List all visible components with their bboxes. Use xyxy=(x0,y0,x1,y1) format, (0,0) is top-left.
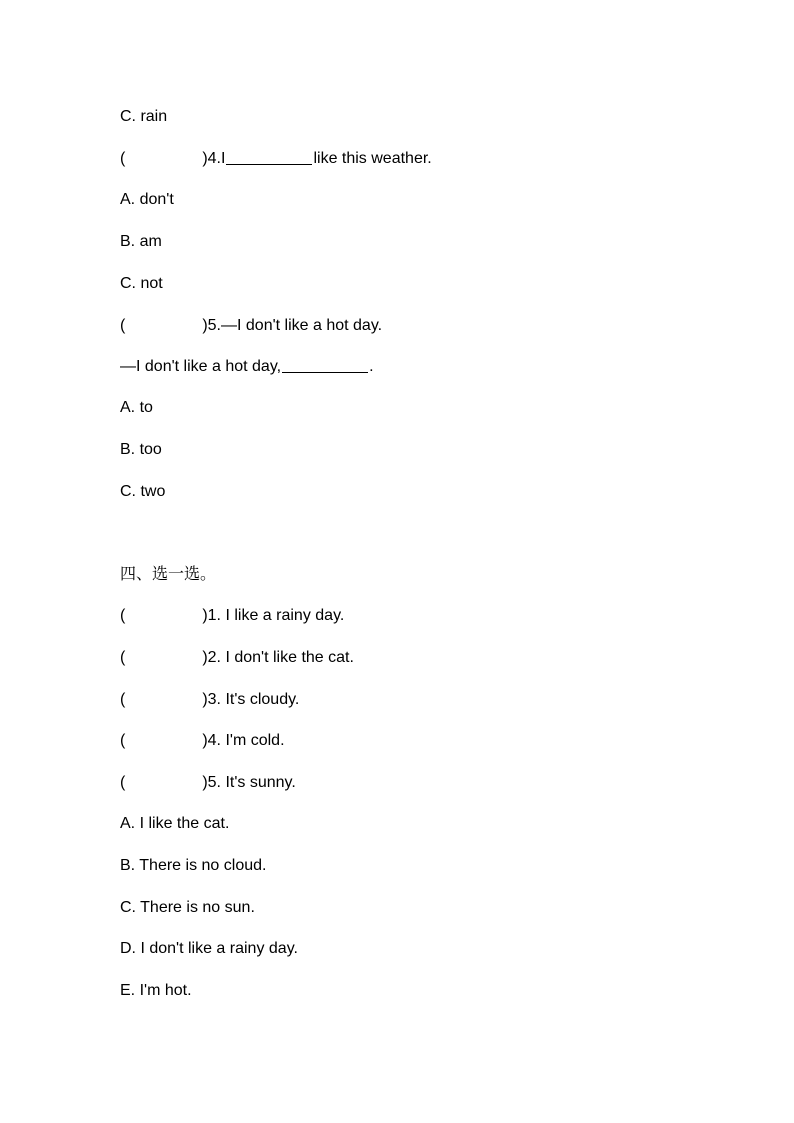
answer-paren-open: ( xyxy=(120,691,126,708)
s4-question-3 xyxy=(120,690,299,710)
question-number: )5. xyxy=(202,774,221,791)
question-text: I don't like the cat. xyxy=(225,649,354,666)
answer-paren-open: ( xyxy=(120,317,126,334)
q5-option-c: C. two xyxy=(120,483,166,500)
s4-answer-c: C. There is no sun. xyxy=(120,899,255,916)
q3-option-c: C. rain xyxy=(120,108,168,125)
answer-paren-open: ( xyxy=(120,732,126,749)
s4-question-4 xyxy=(120,731,285,751)
q5-question xyxy=(120,316,382,336)
question-number: )3. xyxy=(202,691,221,708)
s4-question-1 xyxy=(120,606,344,626)
q5-response xyxy=(120,357,374,377)
q5-line1: —I don't like a hot day. xyxy=(221,317,383,334)
s4-question-2 xyxy=(120,648,354,668)
question-number: )5. xyxy=(202,317,221,334)
question-number: )2. xyxy=(202,649,221,666)
question-number: )4. xyxy=(202,732,221,749)
q4-option-a: A. don't xyxy=(120,191,174,208)
question-text: It's cloudy. xyxy=(225,691,300,708)
s4-answer-d: D. I don't like a rainy day. xyxy=(120,940,298,957)
q4-question xyxy=(120,149,432,169)
q4-option-c: C. not xyxy=(120,275,163,292)
question-text: I like a rainy day. xyxy=(225,607,345,624)
section-title: 四、选一选。 xyxy=(120,566,217,583)
fill-blank[interactable] xyxy=(282,371,368,373)
answer-paren-open: ( xyxy=(120,774,126,791)
answer-paren-open: ( xyxy=(120,649,126,666)
s4-answer-a: A. I like the cat. xyxy=(120,815,230,832)
question-text: It's sunny. xyxy=(225,774,296,791)
q4-text-after: like this weather. xyxy=(313,150,432,167)
question-text: I'm cold. xyxy=(225,732,285,749)
q4-option-b: B. am xyxy=(120,233,162,250)
answer-paren-open: ( xyxy=(120,607,126,624)
answer-paren-open: ( xyxy=(120,150,126,167)
s4-question-5 xyxy=(120,773,296,793)
q5-line2-before: —I don't like a hot day, xyxy=(120,358,282,375)
q5-option-a: A. to xyxy=(120,399,153,416)
q5-line2-after: . xyxy=(369,358,374,375)
s4-answer-b: B. There is no cloud. xyxy=(120,857,267,874)
q5-option-b: B. too xyxy=(120,441,162,458)
s4-answer-e: E. I'm hot. xyxy=(120,982,192,999)
question-number: )4. xyxy=(202,150,221,167)
question-number: )1. xyxy=(202,607,221,624)
fill-blank[interactable] xyxy=(226,163,312,165)
q4-text-before: I xyxy=(221,150,226,167)
